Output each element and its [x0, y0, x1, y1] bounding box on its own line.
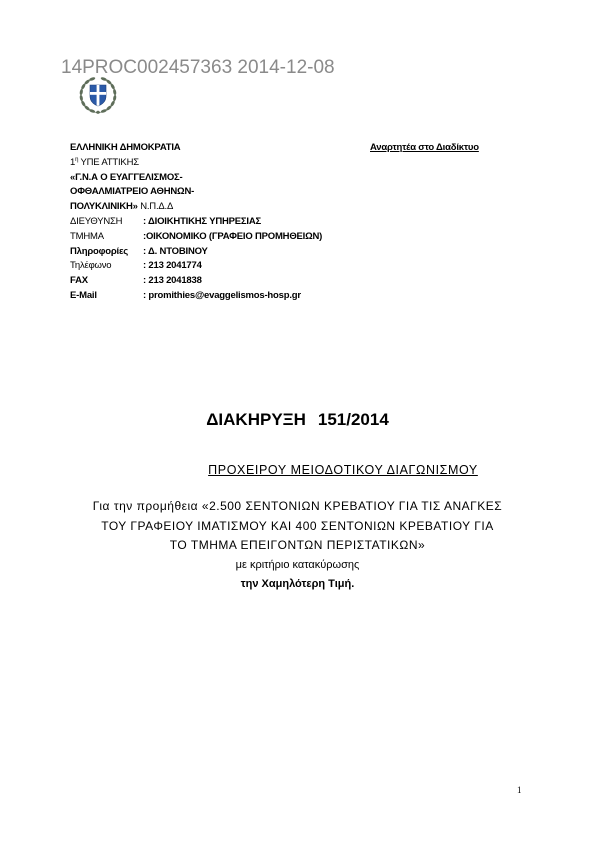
hospital-name-end: ΠΟΛΥΚΛΙΝΙΚΗ»	[70, 201, 138, 213]
issuer-country: ΕΛΛΗΝΙΚΗ ΔΗΜΟΚΡΑΤΙΑ	[70, 142, 181, 153]
notice-title-word: ΔΙΑΚΗΡΥΞΗ	[206, 410, 306, 429]
procedure-type: ΠΡΟΧΕΙΡΟΥ ΜΕΙΟΔΟΤΙΚΟΥ ΔΙΑΓΩΝΙΣΜΟΥ	[208, 463, 478, 477]
contact-value: : 213 2041774	[143, 260, 202, 272]
registry-number-watermark: 14PROC002457363 2014-12-08	[61, 57, 335, 78]
subject-block	[40, 497, 555, 595]
contact-label: ΔΙΕΥΘΥΝΣΗ	[70, 215, 123, 227]
award-criterion-line: την Χαμηλότερη Τιμή.	[240, 578, 355, 590]
contact-row-fax	[70, 274, 370, 289]
contact-value: : 213 2041838	[143, 275, 202, 287]
subject-line: ΤΟ ΤΜΗΜΑ ΕΠΕΙΓΟΝΤΩΝ ΠΕΡΙΣΤΑΤΙΚΩΝ»	[169, 538, 426, 552]
issuer-hospital-line-2: ΟΦΘΑΛΜΙΑΤΡΕΙΟ ΑΘΗΝΩΝ-	[70, 186, 195, 198]
issuer-hospital-line-3	[70, 200, 370, 215]
health-region-ordinal: η	[75, 156, 79, 163]
subject-line: ΤΟΥ ΓΡΑΦΕΙΟΥ ΙΜΑΤΙΣΜΟΥ ΚΑΙ 400 ΣΕΝΤΟΝΙΩΝ ΚΡΕΒΑΤΙΟΥ ΓΙΑ	[101, 518, 494, 533]
health-region-number: 1	[70, 156, 76, 168]
contact-label: Πληροφορίες	[70, 245, 128, 257]
contact-value: : ΔΙΟΙΚΗΤΙΚΗΣ ΥΠΗΡΕΣΙΑΣ	[143, 215, 262, 227]
contact-row-email	[70, 289, 370, 304]
posting-note: Αναρτητέα στο Διαδίκτυο	[370, 142, 479, 153]
health-region-name: ΥΠΕ ΑΤΤΙΚΗΣ	[78, 156, 139, 168]
contact-value: : promithies@evaggelismos-hosp.gr	[143, 289, 301, 301]
contact-row-phone	[70, 259, 370, 274]
legal-form: Ν.Π.Δ.Δ	[137, 201, 174, 213]
contact-label: ΤΜΗΜΑ	[70, 230, 104, 242]
contact-row-information	[70, 245, 370, 260]
contact-label: Τηλέφωνο	[70, 260, 112, 272]
notice-title	[0, 409, 595, 431]
issuer-hospital-line-1: «Γ.Ν.Α Ο ΕΥΑΓΓΕΛΙΣΜΟΣ-	[70, 171, 183, 183]
contact-value: :ΟΙΚΟΝΟΜΙΚΟ (ΓΡΑΦΕΙΟ ΠΡΟΜΗΘΕΙΩΝ)	[143, 230, 323, 242]
contact-row-directorate	[70, 215, 370, 230]
issuer-block	[70, 141, 370, 304]
award-criterion-line: με κριτήριο κατακύρωσης	[235, 558, 360, 571]
notice-number: 151/2014	[317, 410, 389, 429]
issuer-health-region	[70, 156, 370, 171]
subject-line: Για την προμήθεια «2.500 ΣΕΝΤΟΝΙΩΝ ΚΡΕΒΑΤΙΟΥ ΓΙΑ ΤΙΣ ΑΝΑΓΚΕΣ	[92, 499, 503, 513]
contact-label: E-Mail	[70, 289, 97, 301]
contact-row-department	[70, 230, 370, 245]
contact-value: : Δ. ΝΤΟΒΙΝΟΥ	[143, 245, 208, 257]
contact-label: FAX	[70, 275, 88, 287]
page-number: 1	[517, 785, 522, 795]
